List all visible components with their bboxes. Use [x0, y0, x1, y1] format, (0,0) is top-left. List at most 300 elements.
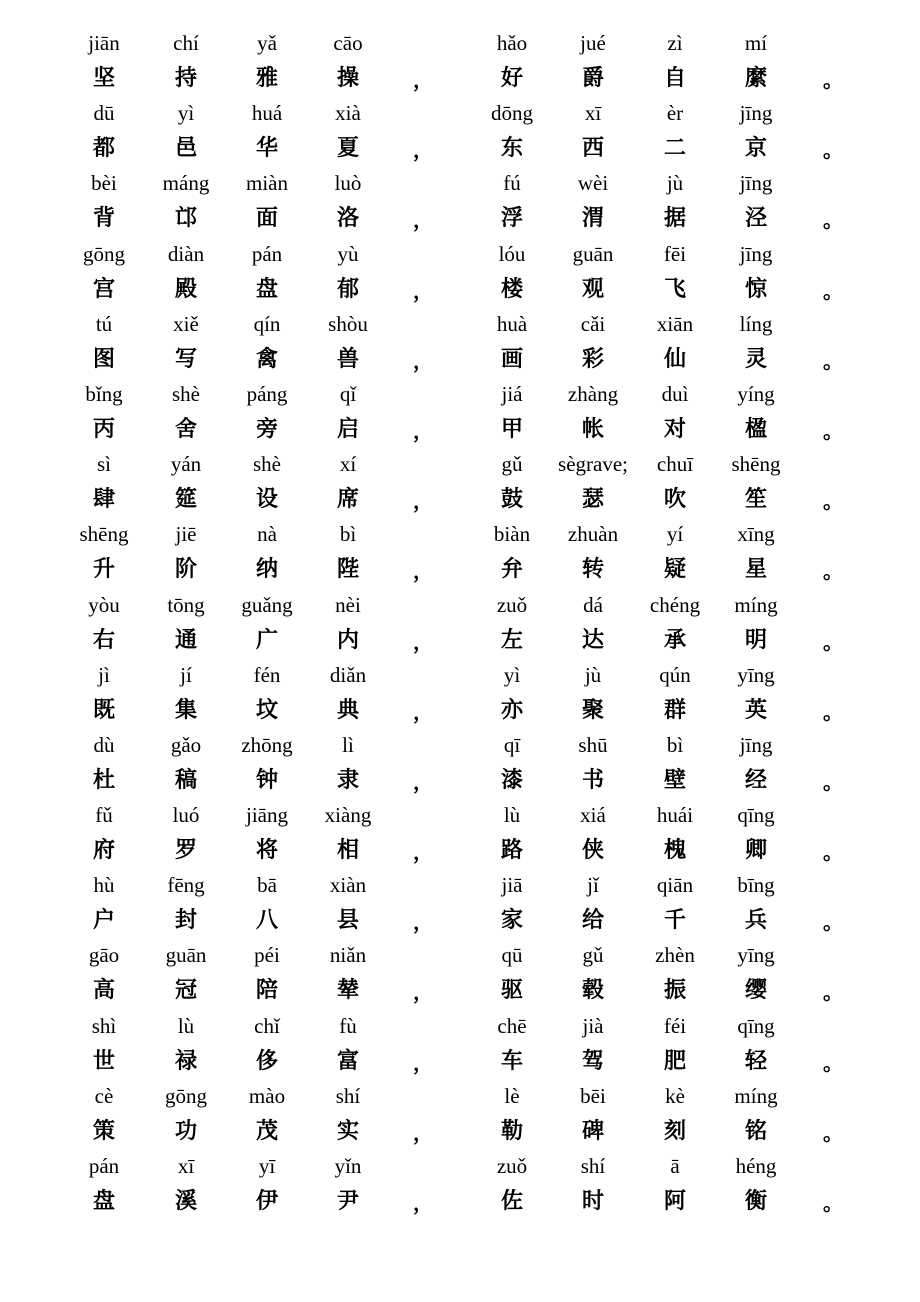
pinyin-row: [0, 798, 920, 833]
couplet-list: [0, 26, 920, 1219]
hanzi-character: 卿: [744, 838, 767, 864]
pinyin-syllable: jiāng: [246, 803, 288, 828]
pinyin-syllable: sì: [96, 452, 111, 477]
pinyin-row: [0, 1079, 920, 1114]
pinyin-syllable: jiā: [501, 873, 523, 898]
hanzi-character: 对: [663, 416, 686, 442]
pinyin-syllable: lóu: [498, 241, 526, 266]
pinyin-syllable: fén: [253, 662, 281, 687]
hanzi-character: 都: [92, 136, 115, 162]
hanzi-character: 驾: [581, 1048, 604, 1074]
pinyin-syllable: ā: [670, 1154, 680, 1178]
couplet-line: [0, 1009, 920, 1079]
pinyin-syllable: bèi: [91, 171, 117, 196]
hanzi-row: [0, 201, 920, 236]
hanzi-character: 户: [92, 908, 115, 934]
period-mark: 。: [823, 489, 843, 514]
period-mark: 。: [823, 980, 843, 1005]
period-mark: 。: [823, 348, 843, 373]
hanzi-character: 书: [581, 767, 604, 793]
comma-mark: ，: [413, 1120, 433, 1145]
pinyin-syllable: guān: [165, 943, 207, 968]
pinyin-row: [0, 166, 920, 201]
pinyin-syllable: pán: [251, 241, 283, 266]
hanzi-character: 经: [744, 767, 767, 793]
pinyin-syllable: dōng: [491, 101, 533, 126]
pinyin-row: [0, 26, 920, 61]
hanzi-character: 典: [336, 697, 359, 723]
hanzi-character: 泾: [744, 206, 767, 232]
pinyin-syllable: jì: [98, 662, 110, 687]
pinyin-syllable: pán: [88, 1154, 120, 1178]
couplet-line: [0, 26, 920, 96]
hanzi-character: 聚: [581, 697, 604, 723]
pinyin-syllable: zuǒ: [496, 592, 528, 617]
pinyin-syllable: gāo: [88, 943, 120, 968]
comma-mark: ，: [413, 699, 433, 724]
pinyin-syllable: huái: [656, 803, 694, 828]
hanzi-character: 飞: [663, 276, 686, 302]
hanzi-character: 吹: [663, 487, 686, 513]
hanzi-character: 陛: [336, 557, 359, 583]
pinyin-syllable: huá: [251, 101, 283, 126]
pinyin-syllable: dū: [93, 101, 115, 126]
pinyin-syllable: xiàn: [329, 873, 367, 898]
pinyin-syllable: qīng: [737, 1013, 775, 1038]
hanzi-character: 衡: [744, 1189, 767, 1214]
comma-mark: ，: [413, 559, 433, 584]
hanzi-character: 冠: [174, 978, 197, 1004]
hanzi-character: 群: [663, 697, 686, 723]
hanzi-character: 西: [581, 136, 604, 162]
pinyin-syllable: zhuàn: [567, 522, 619, 547]
pinyin-syllable: páng: [246, 381, 288, 406]
period-mark: 。: [823, 208, 843, 233]
hanzi-character: 勒: [500, 1118, 523, 1144]
pinyin-syllable: hù: [93, 873, 115, 898]
couplet-line: [0, 868, 920, 938]
hanzi-character: 杜: [92, 767, 115, 793]
hanzi-row: [0, 61, 920, 96]
pinyin-syllable: biàn: [493, 522, 531, 547]
pinyin-row: [0, 237, 920, 272]
hanzi-character: 罗: [174, 838, 197, 864]
pinyin-syllable: shì: [91, 1013, 117, 1038]
pinyin-syllable: jù: [584, 662, 602, 687]
pinyin-syllable: shí: [580, 1154, 606, 1178]
pinyin-syllable: jí: [180, 662, 192, 687]
pinyin-syllable: yán: [170, 452, 202, 477]
period-mark: 。: [823, 840, 843, 865]
pinyin-syllable: bēi: [580, 1083, 606, 1108]
comma-mark: ，: [413, 1191, 433, 1215]
pinyin-syllable: héng: [735, 1154, 777, 1178]
pinyin-syllable: xī: [584, 101, 602, 126]
pinyin-syllable: yí: [666, 522, 684, 547]
hanzi-row: [0, 342, 920, 377]
couplet-line: [0, 798, 920, 868]
couplet-line: [0, 237, 920, 307]
hanzi-character: 雅: [255, 66, 278, 91]
hanzi-character: 千: [663, 908, 686, 934]
couplet-line: [0, 938, 920, 1008]
pinyin-syllable: fú: [503, 171, 521, 196]
pinyin-syllable: cè: [94, 1083, 114, 1108]
hanzi-character: 实: [336, 1118, 359, 1144]
pinyin-syllable: nèi: [335, 592, 361, 617]
hanzi-character: 疑: [663, 557, 686, 583]
pinyin-syllable: diàn: [167, 241, 205, 266]
hanzi-character: 背: [92, 206, 115, 232]
hanzi-character: 明: [744, 627, 767, 653]
hanzi-character: 郁: [336, 276, 359, 302]
hanzi-character: 縻: [744, 66, 767, 91]
comma-mark: ，: [413, 348, 433, 373]
pinyin-syllable: yù: [337, 241, 359, 266]
hanzi-character: 右: [92, 627, 115, 653]
period-mark: 。: [823, 1120, 843, 1145]
pinyin-syllable: bǐng: [85, 381, 123, 406]
hanzi-character: 星: [744, 557, 767, 583]
pinyin-syllable: chí: [173, 31, 199, 55]
hanzi-character: 仙: [663, 346, 686, 372]
pinyin-syllable: bì: [339, 522, 357, 547]
hanzi-character: 侠: [581, 838, 604, 864]
pinyin-row: [0, 588, 920, 623]
comma-mark: ，: [413, 980, 433, 1005]
hanzi-character: 集: [174, 697, 197, 723]
couplet-line: [0, 96, 920, 166]
pinyin-syllable: chéng: [649, 592, 701, 617]
hanzi-character: 观: [581, 276, 604, 302]
period-mark: 。: [823, 769, 843, 794]
pinyin-syllable: míng: [734, 1083, 778, 1108]
hanzi-character: 笙: [744, 487, 767, 513]
pinyin-syllable: jǐ: [587, 873, 599, 898]
hanzi-row: [0, 482, 920, 517]
pinyin-row: [0, 868, 920, 903]
pinyin-syllable: xià: [335, 101, 361, 126]
pinyin-syllable: shè: [253, 452, 281, 477]
pinyin-syllable: guǎng: [241, 592, 293, 617]
hanzi-character: 弁: [500, 557, 523, 583]
pinyin-syllable: hǎo: [496, 31, 528, 55]
hanzi-character: 高: [92, 978, 115, 1004]
hanzi-character: 操: [336, 66, 359, 91]
hanzi-character: 左: [500, 627, 523, 653]
hanzi-character: 既: [92, 697, 115, 723]
pinyin-syllable: èr: [666, 101, 684, 126]
pinyin-syllable: jīng: [739, 732, 773, 757]
pinyin-syllable: kè: [665, 1083, 685, 1108]
pinyin-syllable: duì: [661, 381, 689, 406]
hanzi-row: [0, 623, 920, 658]
hanzi-character: 持: [174, 66, 197, 91]
hanzi-character: 殿: [174, 276, 197, 302]
pinyin-row: [0, 1009, 920, 1044]
hanzi-character: 阶: [174, 557, 197, 583]
couplet-line: [0, 166, 920, 236]
comma-mark: ，: [413, 1050, 433, 1075]
hanzi-row: [0, 833, 920, 868]
hanzi-character: 壁: [663, 767, 686, 793]
hanzi-character: 肆: [92, 487, 115, 513]
hanzi-character: 轻: [744, 1048, 767, 1074]
hanzi-character: 二: [663, 136, 686, 162]
hanzi-character: 路: [500, 838, 523, 864]
pinyin-syllable: lì: [342, 732, 354, 757]
hanzi-character: 宫: [92, 276, 115, 302]
hanzi-character: 华: [255, 136, 278, 162]
hanzi-character: 设: [255, 487, 278, 513]
pinyin-row: [0, 377, 920, 412]
pinyin-syllable: luò: [334, 171, 362, 196]
comma-mark: ，: [413, 68, 433, 92]
hanzi-character: 世: [92, 1048, 115, 1074]
pinyin-syllable: qī: [503, 732, 521, 757]
pinyin-syllable: qū: [501, 943, 523, 968]
pinyin-syllable: dù: [93, 732, 115, 757]
hanzi-character: 彩: [581, 346, 604, 372]
pinyin-syllable: huà: [496, 311, 528, 336]
pinyin-syllable: jiē: [175, 522, 197, 547]
pinyin-syllable: gǔ: [582, 943, 604, 968]
comma-mark: ，: [413, 629, 433, 654]
comma-mark: ，: [413, 910, 433, 935]
pinyin-syllable: jiá: [501, 381, 523, 406]
pinyin-syllable: máng: [162, 171, 210, 196]
pinyin-syllable: cǎi: [580, 311, 606, 336]
pinyin-syllable: dá: [583, 592, 603, 617]
hanzi-character: 功: [174, 1118, 197, 1144]
pinyin-syllable: zhèn: [655, 943, 695, 968]
pinyin-syllable: xiě: [173, 311, 199, 336]
pinyin-syllable: péi: [254, 943, 280, 968]
pinyin-syllable: jù: [666, 171, 684, 196]
pinyin-syllable: zhōng: [241, 732, 293, 757]
couplet-line: [0, 1149, 920, 1219]
hanzi-character: 禄: [174, 1048, 197, 1074]
hanzi-character: 槐: [663, 838, 686, 864]
hanzi-character: 相: [336, 838, 359, 864]
hanzi-character: 尹: [336, 1189, 359, 1214]
period-mark: 。: [823, 1191, 843, 1215]
comma-mark: ，: [413, 138, 433, 163]
hanzi-character: 侈: [255, 1048, 278, 1074]
pinyin-syllable: yíng: [737, 381, 775, 406]
hanzi-character: 升: [92, 557, 115, 583]
pinyin-syllable: bīng: [737, 873, 775, 898]
hanzi-character: 通: [174, 627, 197, 653]
pinyin-syllable: yǎ: [257, 31, 277, 55]
hanzi-character: 伊: [255, 1189, 278, 1214]
pinyin-syllable: míng: [734, 592, 778, 617]
pinyin-syllable: gǔ: [501, 452, 523, 477]
pinyin-syllable: xiān: [656, 311, 694, 336]
pinyin-syllable: fù: [339, 1013, 357, 1038]
hanzi-character: 邑: [174, 136, 197, 162]
comma-mark: ，: [413, 278, 433, 303]
period-mark: 。: [823, 1050, 843, 1075]
hanzi-character: 惊: [744, 276, 767, 302]
hanzi-character: 坚: [92, 66, 115, 91]
period-mark: 。: [823, 418, 843, 443]
pinyin-syllable: niǎn: [329, 943, 367, 968]
hanzi-character: 楼: [500, 276, 523, 302]
hanzi-character: 陪: [255, 978, 278, 1004]
hanzi-row: [0, 272, 920, 307]
hanzi-character: 盘: [92, 1189, 115, 1214]
pinyin-syllable: shè: [172, 381, 200, 406]
couplet-line: [0, 728, 920, 798]
hanzi-character: 达: [581, 627, 604, 653]
couplet-line: [0, 588, 920, 658]
pinyin-syllable: qún: [659, 662, 691, 687]
period-mark: 。: [823, 138, 843, 163]
hanzi-character: 缨: [744, 978, 767, 1004]
period-mark: 。: [823, 629, 843, 654]
comma-mark: ，: [413, 418, 433, 443]
pinyin-syllable: shēng: [79, 522, 129, 547]
hanzi-character: 写: [174, 346, 197, 372]
pinyin-syllable: shí: [335, 1083, 361, 1108]
hanzi-character: 府: [92, 838, 115, 864]
pinyin-syllable: lù: [503, 803, 521, 828]
period-mark: 。: [823, 910, 843, 935]
hanzi-character: 丙: [92, 416, 115, 442]
hanzi-character: 坟: [255, 697, 278, 723]
hanzi-row: [0, 412, 920, 447]
hanzi-row: [0, 1114, 920, 1149]
hanzi-character: 肥: [663, 1048, 686, 1074]
hanzi-character: 舍: [174, 416, 197, 442]
couplet-line: [0, 447, 920, 517]
hanzi-row: [0, 552, 920, 587]
hanzi-character: 面: [255, 206, 278, 232]
couplet-line: [0, 1079, 920, 1149]
hanzi-character: 钟: [255, 767, 278, 793]
pinyin-syllable: yòu: [88, 592, 120, 617]
pinyin-syllable: yīng: [737, 662, 775, 687]
pinyin-syllable: gōng: [83, 241, 125, 266]
pinyin-syllable: bì: [666, 732, 684, 757]
hanzi-row: [0, 1184, 920, 1219]
hanzi-character: 转: [581, 557, 604, 583]
hanzi-character: 鼓: [500, 487, 523, 513]
pinyin-syllable: shēng: [731, 452, 781, 477]
hanzi-character: 京: [744, 136, 767, 162]
hanzi-character: 车: [500, 1048, 523, 1074]
hanzi-character: 县: [336, 908, 359, 934]
comma-mark: ，: [413, 489, 433, 514]
couplet-line: [0, 658, 920, 728]
hanzi-row: [0, 903, 920, 938]
hanzi-character: 帐: [581, 416, 604, 442]
hanzi-character: 浮: [500, 206, 523, 232]
pinyin-syllable: zhàng: [567, 381, 619, 406]
pinyin-syllable: shū: [578, 732, 608, 757]
pinyin-syllable: jué: [580, 31, 606, 55]
hanzi-character: 灵: [744, 346, 767, 372]
hanzi-character: 给: [581, 908, 604, 934]
pinyin-syllable: cāo: [333, 31, 363, 55]
period-mark: 。: [823, 278, 843, 303]
hanzi-character: 辇: [336, 978, 359, 1004]
hanzi-character: 稿: [174, 767, 197, 793]
hanzi-character: 亦: [500, 697, 523, 723]
hanzi-character: 策: [92, 1118, 115, 1144]
hanzi-character: 茂: [255, 1118, 278, 1144]
pinyin-row: [0, 658, 920, 693]
pinyin-syllable: féi: [663, 1013, 687, 1038]
pinyin-row: [0, 307, 920, 342]
hanzi-character: 甲: [500, 416, 523, 442]
couplet-line: [0, 517, 920, 587]
pinyin-syllable: chǐ: [254, 1013, 280, 1038]
pinyin-row: [0, 447, 920, 482]
hanzi-row: [0, 131, 920, 166]
hanzi-character: 内: [336, 627, 359, 653]
hanzi-character: 图: [92, 346, 115, 372]
pinyin-syllable: diǎn: [329, 662, 367, 687]
hanzi-character: 英: [744, 697, 767, 723]
pinyin-syllable: sègrave;: [558, 452, 628, 477]
hanzi-character: 承: [663, 627, 686, 653]
hanzi-character: 阿: [663, 1189, 686, 1214]
hanzi-row: [0, 763, 920, 798]
pinyin-syllable: qín: [253, 311, 281, 336]
hanzi-character: 夏: [336, 136, 359, 162]
pinyin-syllable: tōng: [167, 592, 205, 617]
hanzi-character: 楹: [744, 416, 767, 442]
pinyin-syllable: mào: [248, 1083, 286, 1108]
pinyin-syllable: zì: [667, 31, 683, 55]
pinyin-syllable: zuǒ: [496, 1154, 528, 1178]
pinyin-row: [0, 517, 920, 552]
hanzi-character: 东: [500, 136, 523, 162]
couplet-line: [0, 307, 920, 377]
hanzi-character: 邙: [174, 206, 197, 232]
hanzi-character: 渭: [581, 206, 604, 232]
hanzi-character: 兵: [744, 908, 767, 934]
hanzi-character: 八: [255, 908, 278, 934]
comma-mark: ，: [413, 208, 433, 233]
pinyin-syllable: fēng: [167, 873, 205, 898]
hanzi-character: 佐: [500, 1189, 523, 1214]
hanzi-character: 刻: [663, 1118, 686, 1144]
hanzi-character: 隶: [336, 767, 359, 793]
pinyin-syllable: xiá: [580, 803, 606, 828]
pinyin-syllable: gōng: [165, 1083, 207, 1108]
hanzi-character: 自: [663, 66, 686, 91]
pinyin-syllable: jīng: [739, 101, 773, 126]
hanzi-character: 兽: [336, 346, 359, 372]
pinyin-syllable: jiān: [88, 31, 120, 55]
hanzi-character: 画: [500, 346, 523, 372]
pinyin-syllable: chē: [497, 1013, 527, 1038]
hanzi-character: 旁: [255, 416, 278, 442]
pinyin-syllable: yì: [177, 101, 195, 126]
pinyin-row: [0, 1149, 920, 1184]
pinyin-syllable: líng: [739, 311, 773, 336]
pinyin-syllable: guān: [572, 241, 614, 266]
hanzi-character: 振: [663, 978, 686, 1004]
pinyin-syllable: luó: [172, 803, 200, 828]
hanzi-row: [0, 1044, 920, 1079]
pinyin-syllable: qīng: [737, 803, 775, 828]
pinyin-syllable: xiàng: [324, 803, 372, 828]
pinyin-syllable: jīng: [739, 171, 773, 196]
